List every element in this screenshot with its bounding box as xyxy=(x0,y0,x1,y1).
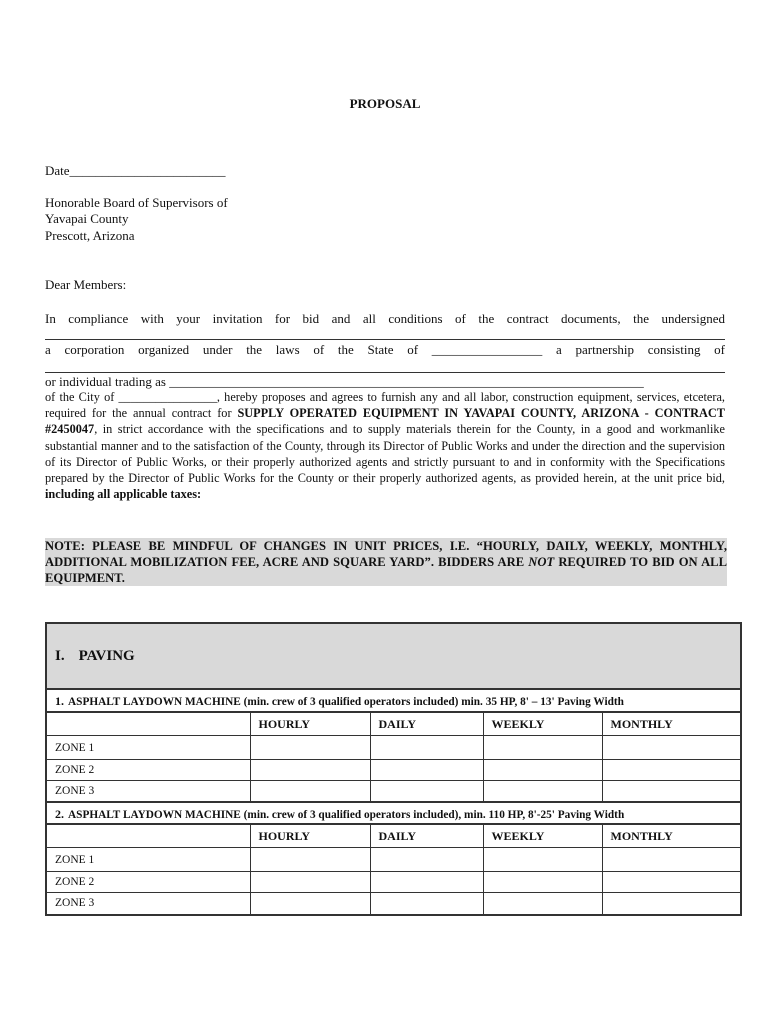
table-header-row xyxy=(47,713,740,736)
price-cell[interactable] xyxy=(483,736,602,760)
price-cell[interactable] xyxy=(483,872,602,893)
zone-label: ZONE 2 xyxy=(47,872,250,893)
price-table xyxy=(47,712,740,802)
note-text-1: NOTE: PLEASE BE MINDFUL OF CHANGES IN UNIT PRICES, I.E. “HOURLY, DAILY, WEEKLY, MONTHLY, ADDITIONAL MOBILIZATION FEE, ACRE AND SQUARE YARD”. BIDDERS ARE xyxy=(45,539,727,569)
price-cell[interactable] xyxy=(250,893,370,914)
date-field[interactable]: Date________________________ xyxy=(45,163,226,178)
price-cell[interactable] xyxy=(602,760,740,781)
price-cell[interactable] xyxy=(602,893,740,914)
item-number: 1. xyxy=(55,694,64,708)
corporation-line xyxy=(45,342,725,358)
intro-line: In compliance with your invitation for bid and all conditions of the contract documents, the undersigned xyxy=(45,311,725,326)
price-cell[interactable] xyxy=(483,848,602,872)
table-row xyxy=(47,848,740,872)
price-cell[interactable] xyxy=(370,872,483,893)
partnership-text: a partnership consisting of xyxy=(556,342,726,357)
bid-table xyxy=(45,622,742,916)
state-field[interactable]: _________________ xyxy=(431,342,543,357)
corporation-text: a corporation organized under the laws of the State of xyxy=(45,342,419,357)
address-line-3: Prescott, Arizona xyxy=(45,228,135,243)
column-header: WEEKLY xyxy=(483,825,602,848)
column-header: MONTHLY xyxy=(602,825,740,848)
address-line-1: Honorable Board of Supervisors of xyxy=(45,195,228,210)
price-cell[interactable] xyxy=(602,781,740,802)
table-row xyxy=(47,781,740,802)
price-cell[interactable] xyxy=(370,736,483,760)
price-cell[interactable] xyxy=(250,848,370,872)
zone-label: ZONE 3 xyxy=(47,893,250,914)
note-box xyxy=(45,538,727,586)
bidder-name-line[interactable] xyxy=(45,339,725,340)
price-cell[interactable] xyxy=(250,760,370,781)
price-cell[interactable] xyxy=(250,736,370,760)
taxes-clause: including all applicable taxes: xyxy=(45,487,202,502)
individual-trading-line[interactable]: or individual trading as _________________________________________________________________________ xyxy=(45,374,644,389)
salutation: Dear Members: xyxy=(45,277,127,292)
price-cell[interactable] xyxy=(602,736,740,760)
price-cell[interactable] xyxy=(483,893,602,914)
price-cell[interactable] xyxy=(370,848,483,872)
item-title xyxy=(47,802,740,824)
paragraph-text-2: , in strict accordance with the specifications and to supply materials therein for the County, in a good and workmanlike substantial manner and to the satisfaction of the County, through its Director of Public Works and under the direction and the supervision of its Director of Public Works, or their properly authorized agents and strictly pursuant to and in conformity with the Specifications prepared by the Director of Public Works for the County or their properly authorized agents, as provided herein, at the unit price bid, xyxy=(45,422,725,486)
table-row xyxy=(47,893,740,914)
price-cell[interactable] xyxy=(370,893,483,914)
item-description: ASPHALT LAYDOWN MACHINE (min. crew of 3 qualified operators included), min. 110 HP, 8'-25' Paving Width xyxy=(68,809,625,821)
column-header: DAILY xyxy=(370,713,483,736)
column-header: WEEKLY xyxy=(483,713,602,736)
column-header: HOURLY xyxy=(250,713,370,736)
price-cell[interactable] xyxy=(370,760,483,781)
section-number: I. xyxy=(55,647,65,664)
price-cell[interactable] xyxy=(483,781,602,802)
price-cell[interactable] xyxy=(602,872,740,893)
price-cell[interactable] xyxy=(250,781,370,802)
price-cell[interactable] xyxy=(370,781,483,802)
section-header xyxy=(47,624,740,690)
address-line-2: Yavapai County xyxy=(45,211,129,226)
column-header: DAILY xyxy=(370,825,483,848)
item-description: ASPHALT LAYDOWN MACHINE (min. crew of 3 qualified operators included) min. 35 HP, 8' – 13' Paving Width xyxy=(68,696,624,708)
zone-label: ZONE 2 xyxy=(47,760,250,781)
proposal-paragraph xyxy=(45,389,725,502)
table-row xyxy=(47,760,740,781)
section-name: PAVING xyxy=(78,647,135,664)
price-cell[interactable] xyxy=(250,872,370,893)
zone-label: ZONE 1 xyxy=(47,848,250,872)
price-table xyxy=(47,824,740,914)
partnership-line[interactable] xyxy=(45,372,725,373)
price-cell[interactable] xyxy=(483,760,602,781)
table-row xyxy=(47,872,740,893)
column-header: HOURLY xyxy=(250,825,370,848)
contract-name: SUPPLY OPERATED EQUIPMENT IN YAVAPAI COUNTY, ARIZONA - CONTRACT #2450047 xyxy=(45,406,725,437)
note-text-2: REQUIRED TO BID ON ALL EQUIPMENT. xyxy=(45,555,727,585)
zone-label: ZONE 3 xyxy=(47,781,250,802)
zone-label: ZONE 1 xyxy=(47,736,250,760)
paragraph-text-1: of the City of ________________, hereby proposes and agrees to furnish any and all labor, construction equipment, services, etcetera, required for the annual contract for xyxy=(45,390,725,421)
price-cell[interactable] xyxy=(602,848,740,872)
item-title xyxy=(47,690,740,712)
item-number: 2. xyxy=(55,807,64,821)
column-header: MONTHLY xyxy=(602,713,740,736)
table-header-row xyxy=(47,825,740,848)
page-title: PROPOSAL xyxy=(349,96,421,111)
table-row xyxy=(47,736,740,760)
note-emphasis: NOT xyxy=(528,555,555,569)
